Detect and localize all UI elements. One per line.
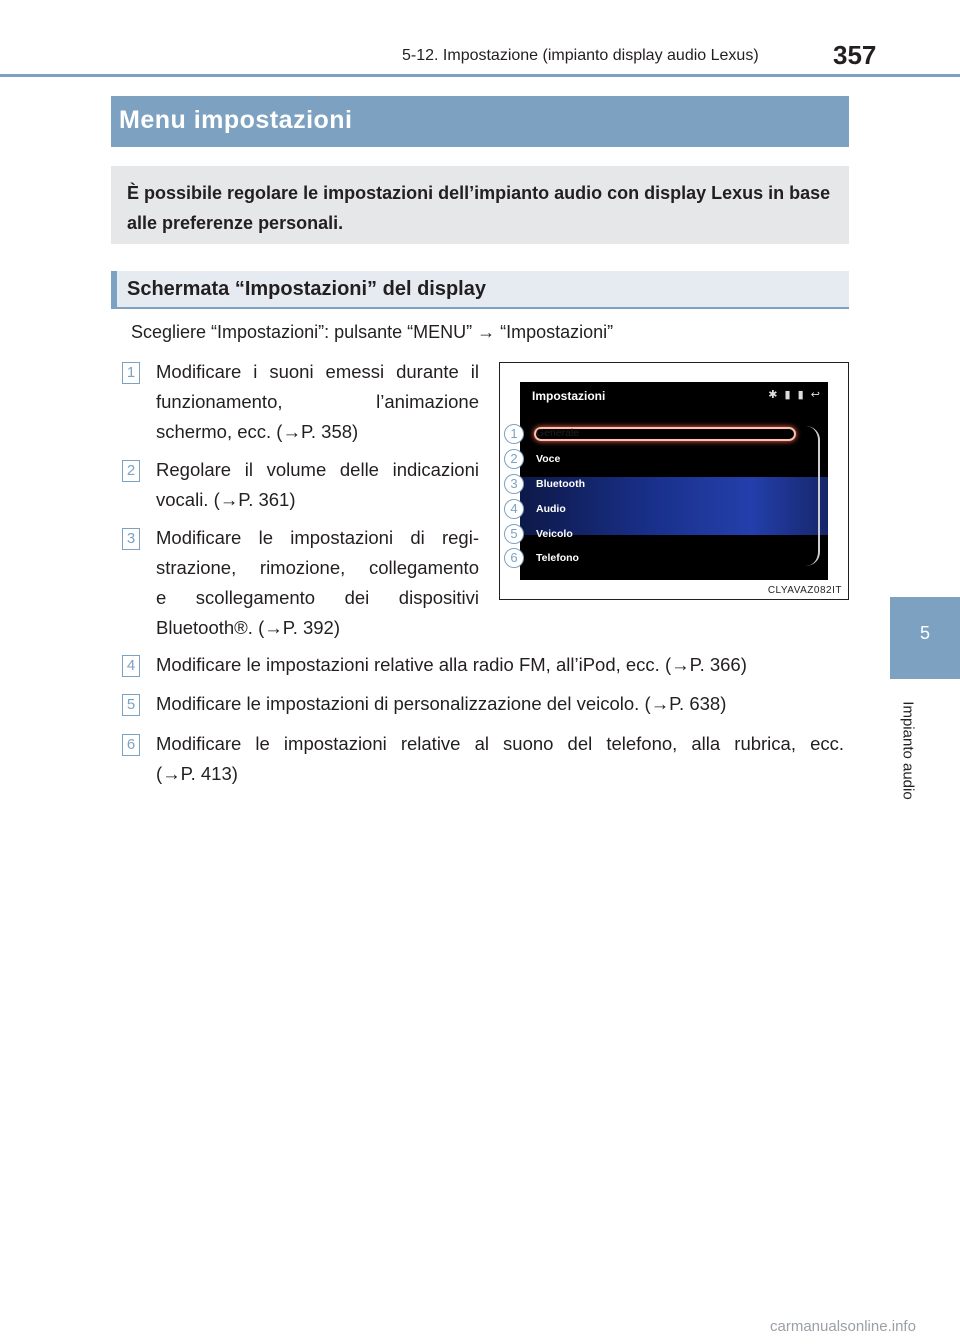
item-number-2: 2 [122, 460, 140, 482]
callout-1: 1 [504, 424, 524, 444]
watermark: carmanualsonline.info [770, 1318, 916, 1335]
screen-title: Impostazioni [532, 389, 606, 403]
callout-2: 2 [504, 449, 524, 469]
item-3-line-3: e scollegamento dei dispositivi [156, 587, 479, 608]
chapter-number: 5 [919, 623, 930, 643]
status-icons: ✱ ▮ ▮ ↩ [768, 389, 822, 401]
menu-item-generale: Generale [536, 427, 580, 439]
instruction: Scegliere “Impostazioni”: pulsante “MENU” → “Impostazioni” [131, 322, 614, 342]
item-1-line-1: Modificare i suoni emessi durante il [156, 361, 479, 382]
callout-6: 6 [504, 548, 524, 568]
page-number: 357 [833, 40, 877, 70]
item-1-line-3: schermo, ecc. (→P. 358) [156, 421, 359, 442]
title-bar [111, 96, 849, 147]
item-2-line-1: Regolare il volume delle indicazioni [156, 459, 479, 480]
item-3-line-1: Modificare le impostazioni di regi- [156, 527, 479, 548]
item-number-3: 3 [122, 528, 140, 550]
settings-screen [520, 382, 828, 580]
item-3-line-2: strazione, rimozione, collegamento [156, 557, 479, 578]
header-section-title: 5-12. Impostazione (impianto display audio Lexus) [402, 47, 759, 64]
callout-4: 4 [504, 499, 524, 519]
menu-item-audio: Audio [536, 503, 566, 515]
item-text-1 [156, 357, 479, 447]
scroll-arc [806, 426, 820, 566]
item-text-4: Modificare le impostazioni relative alla radio FM, all’iPod, ecc. (→P. 366) [156, 654, 747, 675]
item-number-1: 1 [122, 362, 140, 384]
item-text-3 [156, 523, 479, 643]
item-number-5: 5 [122, 694, 140, 716]
item-3-line-4: Bluetooth®. (→P. 392) [156, 617, 341, 638]
item-number-4: 4 [122, 655, 140, 677]
callout-5: 5 [504, 524, 524, 544]
menu-item-voce: Voce [536, 453, 561, 465]
settings-screen-figure [499, 362, 849, 600]
callout-3: 3 [504, 474, 524, 494]
item-6-line-2: (→P. 413) [156, 763, 238, 784]
item-1-line-2: funzionamento, l’animazione [156, 391, 479, 412]
intro-text: È possibile regolare le impostazioni dell’impianto audio con display Lexus in base alle preferenze personali. [127, 183, 831, 233]
menu-item-veicolo: Veicolo [536, 528, 573, 540]
item-2-line-2: vocali. (→P. 361) [156, 489, 296, 510]
chapter-label-wrapper [888, 700, 928, 820]
header-rule [0, 74, 960, 77]
item-text-6 [156, 729, 844, 789]
intro-box [111, 166, 849, 244]
chapter-tab [890, 597, 960, 679]
page-title: Menu impostazioni [119, 106, 353, 134]
menu-item-bluetooth: Bluetooth [536, 478, 585, 490]
subheading: Schermata “Impostazioni” del display [127, 278, 486, 300]
menu-item-telefono: Telefono [536, 552, 579, 564]
item-number-6: 6 [122, 734, 140, 756]
item-text-2 [156, 455, 479, 515]
item-6-line-1: Modificare le impostazioni relative al suono del telefono, alla rubrica, ecc. [156, 733, 844, 754]
chapter-label: Impianto audio [899, 701, 917, 800]
item-text-5: Modificare le impostazioni di personalizzazione del veicolo. (→P. 638) [156, 693, 727, 714]
subheading-bar [111, 271, 849, 309]
figure-code: CLYAVAZ082IT [767, 585, 842, 596]
